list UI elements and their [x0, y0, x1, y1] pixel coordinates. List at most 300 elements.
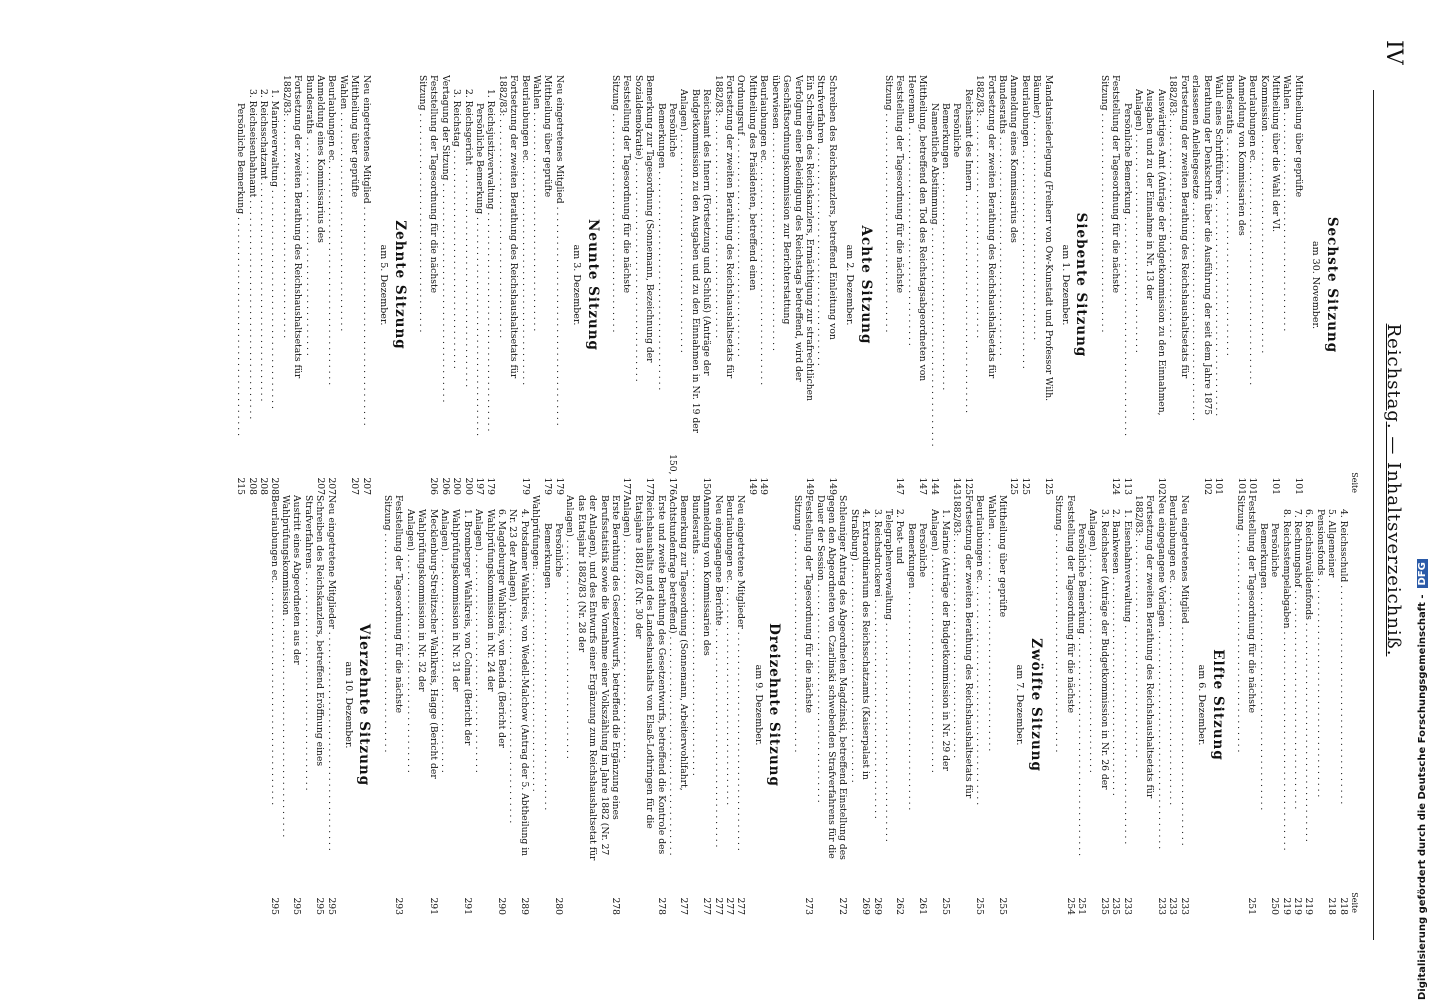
toc-entry-page: 219 — [1303, 897, 1315, 915]
toc-entry-page: 277 — [701, 897, 713, 915]
toc-entry — [462, 75, 473, 495]
toc-entry — [1178, 495, 1189, 915]
toc-entry-page: 295 — [314, 897, 326, 915]
toc-entry-text: Mittheilung über die Wahl der VI. Kommission . . . — [1258, 75, 1281, 447]
session-heading — [1196, 495, 1226, 915]
toc-entry-text: Fortsetzung der zweiten Berathung des Reichshaushaltsetats für 1882/83: . . . — [280, 75, 303, 447]
toc-entry — [1098, 75, 1121, 495]
toc-entry-text: Beurlaubungen ec. . . . — [268, 495, 279, 867]
toc-entry — [280, 75, 303, 495]
toc-entry-page: 293 — [393, 897, 405, 915]
toc-entry-page: 219 — [1291, 897, 1303, 915]
toc-entry-text: 1. Bromberger Wahlkreis, von Colmar (Bericht der Wahlprüfungskommission in Nr. 31 der Anlagen) . . . — [439, 495, 473, 867]
toc-entry — [871, 495, 882, 915]
toc-entry — [417, 75, 440, 495]
toc-entry — [1258, 75, 1281, 495]
toc-entry — [382, 495, 405, 915]
toc-entry-page: 101 — [1212, 477, 1224, 495]
toc-entry-text: Mandatsniederlegung (Freiherr von Ow-Kunstadt und Professor Wilh. Bäumler) . . . — [1031, 75, 1054, 447]
toc-entry-text: Persönliche Bemerkungen . . . — [655, 75, 678, 447]
toc-entry — [951, 495, 974, 915]
toc-entry-page: 143 — [951, 477, 963, 495]
session-date: am 30. November. — [1310, 240, 1322, 330]
toc-entry-text: Schreiben des Reichskanzlers, betreffend Einleitung von Strafverfahren . . . — [815, 75, 838, 447]
toc-entry-text: 1. Marine (Anträge der Budgetkommission in Nr. 29 der Anlagen) . . . — [928, 495, 951, 867]
toc-entry-text: Auswärtiges Amt (Anträge der Budgetkommission zu den Einnahmen, Ausgaben und zu der Einnahme in Nr. 13 der Anlagen) . . . — [1133, 75, 1167, 447]
toc-entry-text: Feststellung der Tagesordnung für die nächste Sitzung . . . — [610, 75, 633, 447]
toc-entry-text: Ein Schreiben des Reichskanzlers, Ermächtigung zur strafrechtlichen Verfolgung einer Beleidigung des Reichstags betreffend, wird der Geschäftsordnungskommission zur Berichterstattung überwiesen . . . — [769, 75, 815, 447]
session-title: Zwölfte Sitzung — [1027, 638, 1044, 772]
toc-entry — [928, 75, 939, 495]
toc-entry-page: 124 — [1110, 477, 1122, 495]
toc-entry-text: Fortsetzung der zweiten Berathung des Reichshaushaltsetats für 1882/83: . . . — [496, 75, 519, 447]
toc-entry — [1281, 75, 1304, 495]
toc-entry — [962, 75, 973, 495]
session-date: am 1. Dezember. — [1060, 244, 1072, 326]
toc-entry-text: Persönliche Bemerkungen . . . — [905, 495, 928, 867]
session-date: am 7. Dezember. — [1014, 664, 1026, 746]
toc-entry-page: 291 — [461, 897, 473, 915]
toc-entry-text: Reichsamt des Innern (Fortsetzung und Schluß) (Anträge der Budgetkommission zu den Ausgaben und zu den Einnahmen in Nr. 19 der Anlagen) . . . — [678, 75, 712, 447]
toc-entry — [1224, 75, 1247, 495]
toc-entry-text: Beurlaubungen ec. . . . — [519, 75, 530, 447]
toc-entry — [326, 75, 337, 495]
toc-entry-page: 149 — [826, 477, 838, 495]
session-date: am 6. Dezember. — [1196, 664, 1208, 746]
toc-entry-page: 233 — [1121, 897, 1133, 915]
toc-entry-page: 235 — [1110, 897, 1122, 915]
toc-entry-page: 207 — [349, 477, 361, 495]
header-rule — [1373, 90, 1374, 940]
toc-entry — [439, 75, 450, 495]
toc-entry — [1303, 495, 1314, 915]
toc-entry-text: Anmeldung eines Kommissarius des Bundesraths . . . — [303, 75, 326, 447]
running-title: Reichstag. — Inhaltsverzeichniß. — [1383, 323, 1404, 657]
toc-entry — [338, 75, 361, 495]
session-date: am 10. Dezember. — [343, 661, 355, 749]
toc-entry — [235, 75, 246, 495]
toc-entry-text: 5. Allgemeiner Pensionsfonds . . . — [1314, 495, 1337, 867]
toc-entry-page: 150 — [701, 477, 713, 495]
seite-label: Seite — [1350, 472, 1359, 493]
toc-entry — [1076, 495, 1087, 915]
toc-entry-page: 251 — [1246, 897, 1258, 915]
toc-entry-text: Neu eingetretenes Mitglied . . . — [1178, 495, 1189, 867]
toc-entry — [610, 75, 633, 495]
session-date: am 5. Dezember. — [378, 244, 390, 326]
toc-entry-page: 179 — [542, 477, 554, 495]
toc-entry-page: 290 — [495, 897, 507, 915]
toc-entry-page: 289 — [518, 897, 530, 915]
toc-entry-text: Vertagung der Sitzung . . . — [439, 75, 450, 447]
toc-entry-page: 101 — [1235, 477, 1247, 495]
toc-entry — [553, 75, 564, 495]
toc-entry-text: 2. Reichsgericht . . . — [462, 75, 473, 447]
toc-entry — [974, 75, 997, 495]
toc-entry-text: Feststellung der Tagesordnung für die nächste Sitzung . . . — [417, 75, 440, 447]
toc-entry-page: 150, 176 — [667, 454, 679, 495]
toc-entry-page: 144 — [928, 477, 940, 495]
toc-entry — [1337, 495, 1348, 915]
toc-entry-text: Schreiben des Reichskanzlers, betreffend Eröffnung eines Strafverfahrens . . . — [302, 495, 325, 867]
toc-entry-page: 277 — [678, 897, 690, 915]
toc-entry-page: 254 — [1064, 897, 1076, 915]
toc-entry — [531, 75, 554, 495]
toc-entry-page: 102 — [1201, 477, 1213, 495]
toc-entry-page: 215 — [235, 477, 247, 495]
toc-entry-text: Beurlaubungen ec. . . . — [974, 495, 985, 867]
toc-entry-page: 101 — [1269, 477, 1281, 495]
toc-entry — [632, 75, 655, 495]
toc-entry-page: 149 — [758, 477, 770, 495]
toc-entry — [519, 75, 530, 495]
toc-entry-page: 219 — [1280, 897, 1292, 915]
toc-entry — [325, 495, 336, 915]
toc-entry-page: 179 — [485, 477, 497, 495]
toc-entry — [1190, 75, 1213, 495]
toc-entry-text: Persönliche Bemerkungen . . . — [541, 495, 564, 867]
toc-entry — [451, 75, 462, 495]
seite-label: Seite — [1350, 892, 1359, 913]
toc-entry-text: Persönliche Bemerkung . . . — [1121, 75, 1132, 447]
session-title: Neunte Sitzung — [584, 219, 601, 351]
toc-entry — [621, 495, 667, 915]
session-title: Achte Sitzung — [857, 225, 874, 345]
toc-entry-text: Feststellung der Tagesordnung für die nächste Sitzung . . . — [1053, 495, 1076, 867]
toc-entry — [724, 495, 735, 915]
toc-entry — [1110, 495, 1121, 915]
toc-entry — [974, 495, 985, 915]
toc-entry-page: 179 — [553, 477, 565, 495]
toc-entry — [360, 75, 371, 495]
toc-entry — [678, 75, 712, 495]
right-column — [268, 495, 1360, 915]
toc-entry — [769, 75, 815, 495]
toc-entry-text: Feststellung der Tagesordnung für die nächste Sitzung . . . — [1098, 75, 1121, 447]
toc-entry-text: Feststellung der Tagesordnung für die nächste Sitzung . . . — [883, 75, 906, 447]
toc-entry — [1257, 495, 1280, 915]
toc-entry — [268, 495, 279, 915]
toc-entry-text: 3. Reichsheer (Anträge der Budgetkommission in Nr. 26 der Anlagen) . . . — [1087, 495, 1110, 867]
toc-entry-text: Berathung der Denkschrift über die Ausführung der seit dem Jahre 1875 erlassenen Anleihegesetze . . . — [1190, 75, 1213, 447]
toc-entry-text: Fortsetzung der zweiten Berathung des Reichshaushaltsetats für 1882/83: . . . — [712, 75, 735, 447]
toc-entry — [758, 75, 769, 495]
toc-entry-text: Bemerkung zur Tagesordnung (Sonnemann, Bezeichnung der Sozialdemokratie) . . . — [632, 75, 655, 447]
toc-entry — [985, 495, 1008, 915]
sidebar-credit — [1415, 0, 1431, 1000]
toc-entry — [815, 75, 838, 495]
toc-entry-text: Namentliche Abstimmung . . . — [928, 75, 939, 447]
toc-entry-page: 278 — [610, 897, 622, 915]
toc-entry-text: Mecklenburg-Strelitzscher Wahlkreis, Hagge (Bericht der Wahlprüfungskommission in Nr. 32 der Anlagen) . . . — [404, 495, 438, 867]
toc-entry-text: Mittheilung über geprüfte Wahlen . . . — [531, 75, 554, 447]
session-date: am 3. Dezember. — [571, 244, 583, 326]
toc-entry-text: Bemerkung zur Tagesordnung (Sonnemann, Arbeiterwohlfahrt, Achtstundenfrage betreffend) . . . — [667, 495, 690, 867]
toc-entry-page: 207 — [360, 477, 372, 495]
toc-entry-page: 233 — [1155, 897, 1167, 915]
toc-entry — [655, 75, 678, 495]
toc-entry — [791, 495, 814, 915]
toc-entry-page: 277 — [735, 897, 747, 915]
toc-entry-text: Mittheilung über geprüfte Wahlen . . . — [338, 75, 361, 447]
toc-entry — [1167, 495, 1178, 915]
toc-entry-page: 197 — [473, 477, 485, 495]
toc-entry-text: Beurlaubungen ec. . . . — [1167, 495, 1178, 867]
toc-entry — [1087, 495, 1110, 915]
toc-entry-page: 208 — [269, 477, 281, 495]
session-date: am 2. Dezember. — [844, 244, 856, 326]
toc-entry-text: Erste und zweite Berathung des Gesetzentwurfs, betreffend die Kontrole des Reichshaushalts und des Landeshaushalts von Elsaß-Lothringen für die Etatsjahre 1881/82 (Nr. 30 der Anlagen) . . . — [621, 495, 667, 867]
toc-entry — [689, 495, 712, 915]
toc-entry-text: Mittheilung über geprüfte Wahlen . . . — [1281, 75, 1304, 447]
toc-entry-text: Anmeldung eines Kommissarius des Bundesraths . . . — [997, 75, 1020, 447]
toc-entry-page: 277 — [724, 897, 736, 915]
toc-entry-page: 280 — [553, 897, 564, 915]
toc-entry — [1280, 495, 1291, 915]
toc-entry-text: 7. Rechnungshof . . . — [1292, 495, 1303, 867]
toc-entry-text: 4. Potsdamer Wahlkreis, von Wedell-Malchow (Antrag der 5. Abtheilung in Nr. 23 der Anlagen) . . . — [507, 495, 530, 867]
toc-entry — [1314, 495, 1337, 915]
toc-entry-page: 102 — [1155, 477, 1167, 495]
session-heading — [844, 75, 874, 495]
session-heading — [1014, 495, 1044, 915]
toc-entry-text: Anmeldung von Kommissarien des Bundesraths . . . — [1224, 75, 1247, 447]
toc-entry-page: 261 — [917, 897, 929, 915]
session-heading — [571, 75, 601, 495]
toc-entry-page: 272 — [837, 897, 849, 915]
toc-entry-page: 295 — [325, 897, 337, 915]
toc-entry-text: 1. Marineverwaltung . . . — [269, 75, 280, 447]
toc-entry-page: 233 — [1178, 897, 1190, 915]
toc-entry — [1121, 495, 1132, 915]
toc-entry-page: 295 — [268, 897, 280, 915]
toc-entry — [474, 75, 485, 495]
toc-entry — [928, 495, 951, 915]
toc-entry — [905, 495, 928, 915]
toc-entry-page: 255 — [974, 897, 986, 915]
toc-entry-page: 218 — [1326, 897, 1338, 915]
left-column — [235, 75, 1360, 495]
toc-entry-page: 277 — [712, 897, 724, 915]
toc-entry-text: 3. Reichstag . . . — [451, 75, 462, 447]
toc-entry-page: 269 — [871, 897, 883, 915]
toc-entry — [507, 495, 530, 915]
dfg-badge: DFG — [1417, 559, 1428, 588]
toc-entry-text: Beurlaubungen ec. . . . — [326, 75, 337, 447]
toc-entry-text: Fortsetzung der zweiten Berathung des Reichshaushaltsetats für 1882/83: . . . — [1167, 75, 1190, 447]
toc-entry-page: 149 — [746, 477, 758, 495]
toc-entry-text: 6. Magdeburger Wahlkreis, von Benda (Bericht der Wahlprüfungskommission in Nr. 24 der Anlagen) . . . — [473, 495, 507, 867]
toc-entry — [905, 75, 928, 495]
toc-entry — [997, 75, 1020, 495]
toc-entry-text: Neu eingetretene Mitglieder . . . — [325, 495, 336, 867]
toc-entry — [883, 75, 906, 495]
toc-entry-text: Neu eingegangene Berichte . . . — [712, 495, 723, 867]
toc-entry — [735, 495, 746, 915]
toc-entry-text: Beurlaubungen ec. . . . — [1247, 75, 1258, 447]
toc-entry-page: 101 — [1247, 477, 1259, 495]
toc-entry-text: Reichsamt des Innern . . . — [962, 75, 973, 447]
toc-entry-page: 250 — [1269, 897, 1281, 915]
toc-entry-text: Fortsetzung der zweiten Berathung des Reichshaushaltsetats für 1882/83: . . . — [974, 75, 997, 447]
toc-entry-page: 101 — [1292, 477, 1304, 495]
toc-entry-text: Schleuniger Antrag des Abgeordneten Magdzinski, betreffend Einstellung des gegen den Abgeordneten von Czarlinski schwebenden Strafverfahrens für die Dauer der Session . . . — [814, 495, 848, 867]
toc-entry-text: 2. Post- und Telegraphenverwaltung . . . — [883, 495, 906, 867]
credit-text: Digitalisierung gefördert durch die Deutsche Forschungsgemeinschaft - — [1417, 594, 1428, 1000]
toc-entry — [1019, 75, 1030, 495]
toc-entry — [1133, 495, 1156, 915]
session-heading — [752, 495, 783, 915]
session-title: Vierzehnte Sitzung — [356, 623, 373, 787]
toc-entry-page: 208 — [246, 477, 258, 495]
toc-entry-text: Mittheilung über geprüfte Wahlen . . . — [985, 495, 1008, 867]
toc-entry-text: 4. Extraordinarium des Reichsschatzamts (Kaiserpalast in Straßburg) . . . — [848, 495, 871, 867]
toc-entry-text: 8. Reichsstempelabgaben . . . — [1280, 495, 1291, 867]
toc-entry — [1247, 75, 1258, 495]
toc-entry — [302, 495, 325, 915]
toc-entry-text: Persönliche Bemerkung . . . — [474, 75, 485, 447]
toc-entry-text: 6. Reichsinvalidenfonds . . . — [1303, 495, 1314, 867]
toc-entry-page: 295 — [291, 897, 303, 915]
toc-entry-text: Neu eingetretenes Mitglied . . . — [360, 75, 371, 447]
toc-entry-text: Persönliche Bemerkung . . . — [235, 75, 246, 447]
toc-entry-page: 113 — [1121, 477, 1133, 495]
toc-entry-text: Austritt eines Abgeordneten aus der Wahlprüfungskommission . . . — [280, 495, 303, 867]
toc-entry-text: Mittheilung, betreffend den Tod des Reichstagsabgeordneten von Heereman . . . — [905, 75, 928, 447]
toc-entry — [530, 495, 541, 915]
toc-entry-text: Feststellung der Tagesordnung für die nächste Sitzung . . . — [382, 495, 405, 867]
toc-entry-text: Fortsetzung der zweiten Berathung des Reichshaushaltsetats für 1882/83: . . . — [1133, 495, 1156, 867]
toc-entry — [1213, 75, 1224, 495]
toc-entry-page: 207 — [326, 477, 338, 495]
toc-entry — [712, 75, 735, 495]
toc-entry-text: Neu eingegangene Vorlagen . . . — [1156, 495, 1167, 867]
toc-entry-text: 2. Reichsschatzamt . . . — [258, 75, 269, 447]
session-title: Zehnte Sitzung — [391, 220, 408, 350]
toc-entry-text: Persönliche Bemerkungen . . . — [1257, 495, 1280, 867]
toc-entry — [303, 75, 326, 495]
toc-entry-page: 207 — [315, 477, 327, 495]
toc-entry-text: Wahl eines Schriftführers . . . — [1213, 75, 1224, 447]
session-title: Dreizehnte Sitzung — [766, 623, 783, 787]
toc-entry-text: Beurlaubungen . . . — [1019, 75, 1030, 447]
toc-entry — [1167, 75, 1190, 495]
toc-entry — [439, 495, 473, 915]
toc-entry-text: Beurlaubungen ec. . . . — [724, 495, 735, 867]
toc-entry-page: 200 — [451, 477, 463, 495]
session-heading — [1310, 75, 1340, 495]
toc-entry — [735, 75, 758, 495]
toc-entry — [473, 495, 507, 915]
toc-entry-page: 147 — [917, 477, 929, 495]
toc-entry-page: 278 — [655, 897, 667, 915]
credit-text-line — [1417, 559, 1428, 1000]
toc-entry-page: 208 — [258, 477, 270, 495]
toc-entry-page: 255 — [940, 897, 951, 915]
toc-entry-page: 147 — [894, 477, 906, 495]
toc-entry — [1121, 75, 1132, 495]
toc-entry-page: 177 — [644, 477, 656, 495]
toc-entry — [269, 75, 280, 495]
session-title: Elfte Sitzung — [1209, 649, 1226, 761]
page-header — [1366, 40, 1406, 940]
toc-entry-page: 273 — [803, 897, 815, 915]
toc-entry-page: 125 — [1019, 477, 1031, 495]
toc-entry-page: 125 — [1008, 477, 1020, 495]
toc-entry-page: 255 — [997, 897, 1009, 915]
page-number: IV — [1381, 40, 1406, 65]
toc-entry — [883, 495, 906, 915]
toc-entry-page: 179 — [519, 477, 531, 495]
toc-entry — [1292, 495, 1303, 915]
toc-entry-page: 125 — [962, 477, 974, 495]
toc-entry — [1235, 495, 1258, 915]
session-date: am 9. Dezember. — [752, 664, 764, 746]
toc-entry-text: 1. Reichsjustizverwaltung . . . — [485, 75, 496, 447]
toc-entry-page: 206 — [428, 477, 440, 495]
session-heading — [343, 495, 373, 915]
toc-entry — [496, 75, 519, 495]
toc-entry — [246, 75, 257, 495]
toc-entry-page: 251 — [1076, 897, 1088, 915]
toc-entry-text: 2. Bankwesen . . . — [1110, 495, 1121, 867]
toc-entry-text: Neu eingetretene Mitglieder . . . — [735, 495, 746, 867]
toc-entry-text: Neu eingetretenes Mitglied . . . — [553, 75, 564, 447]
toc-entry-page: 233 — [1167, 897, 1179, 915]
toc-entry-text: 3. Reichsdruckerei . . . — [871, 495, 882, 867]
toc-entry-page: 262 — [894, 897, 906, 915]
toc-entry-text: 1. Eisenbahnverwaltung . . . — [1121, 495, 1132, 867]
toc-entry — [404, 495, 438, 915]
toc-entry — [564, 495, 621, 915]
toc-entry — [848, 495, 871, 915]
toc-entry-text: Feststellung der Tagesordnung für die nächste Sitzung . . . — [1235, 495, 1258, 867]
toc-entry-text: 3. Reichseisenbahnamt . . . — [246, 75, 257, 447]
toc-entry — [1156, 495, 1167, 915]
toc-entry — [940, 75, 963, 495]
toc-entry-text: Persönliche Bemerkung . . . — [1076, 495, 1087, 867]
session-title: Sechste Sitzung — [1323, 216, 1340, 354]
toc-entry-text: Persönliche Bemerkungen . . . — [940, 75, 963, 447]
toc-entry-page: 291 — [427, 897, 439, 915]
toc-entry-text: Erste Berathung des Gesetzentwurfs, betreffend die Ergänzung eines Berufsstatistik sowie die Vornahme einer Volkszählung im Jahre 1882 (Nr. 27 der Anlagen), und des Entwurfs einer Ergänzung zum Reichshaushaltsetat für das Etatsjahr 1882/83 (Nr. 28 der Anlagen) . . . — [564, 495, 621, 867]
toc-entry — [541, 495, 564, 915]
session-heading — [378, 75, 408, 495]
toc-entry-text: Fortsetzung der zweiten Berathung des Reichshaushaltsetats für 1882/83: . . . — [951, 495, 974, 867]
toc-entry-page: 149 — [803, 477, 815, 495]
toc-entry-text: Anmeldung von Kommissarien des Bundesraths . . . — [689, 495, 712, 867]
toc-entry-text: 4. Reichsschuld . . . — [1337, 495, 1348, 867]
toc-entry-page: 269 — [860, 897, 872, 915]
toc-entry — [1053, 495, 1076, 915]
toc-entry-page: 218 — [1337, 897, 1349, 915]
toc-entry — [1031, 75, 1054, 495]
toc-entry-page: 177 — [621, 477, 633, 495]
toc-entry — [667, 495, 690, 915]
toc-entry-text: Mittheilung des Präsidenten, betreffend einen Ordnungsruf . . . — [735, 75, 758, 447]
toc-entry — [814, 495, 848, 915]
toc-entry — [1133, 75, 1167, 495]
toc-entry-page: 206 — [439, 477, 451, 495]
toc-entry-page: 235 — [1098, 897, 1110, 915]
session-heading — [1060, 75, 1090, 495]
toc-entry — [712, 495, 723, 915]
toc-entry — [485, 75, 496, 495]
toc-entry — [280, 495, 303, 915]
session-title: Siebente Sitzung — [1073, 212, 1090, 358]
toc-entry-text: Wahlprüfungen: . . . — [530, 495, 541, 867]
toc-entry-text: Feststellung der Tagesordnung für die nächste Sitzung . . . — [791, 495, 814, 867]
